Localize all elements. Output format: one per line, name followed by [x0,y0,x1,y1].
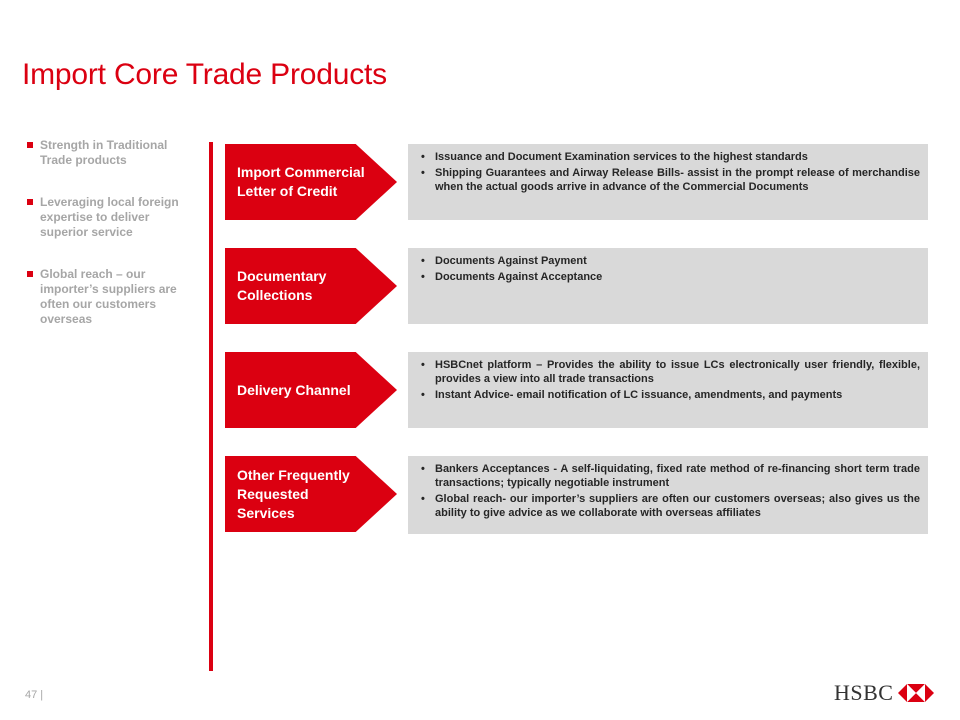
bullet-square-icon [27,271,33,277]
detail-text: Documents Against Acceptance [435,271,603,283]
summary-bullets [27,138,197,354]
bullet-dot-icon: • [421,151,425,163]
product-label: Other Frequently Requested Services [237,466,350,521]
detail-item [416,166,920,194]
bullet-dot-icon: • [421,167,425,179]
bullet-dot-icon: • [421,359,425,371]
bullet-dot-icon: • [421,463,425,475]
detail-item [416,254,920,268]
bullet-dot-icon: • [421,493,425,505]
detail-text: Issuance and Document Examination services to the highest standards [435,151,808,163]
product-label: Import Commercial Letter of Credit [237,164,365,199]
hexagon-logo-icon [898,684,934,702]
vertical-divider [209,142,213,671]
bullet-dot-icon: • [421,271,425,283]
page-title: Import Core Trade Products [22,58,387,91]
product-details [408,352,928,428]
product-details [408,248,928,324]
summary-bullet-text: Leveraging local foreign expertise to deliver superior service [40,195,179,239]
page-number: 47 | [25,689,44,701]
summary-bullet-text: Global reach – our importer’s suppliers are often our customers overseas [40,267,177,326]
detail-text: Global reach- our importer’s suppliers are often our customers overseas; also gives us the ability to give advice as we collaborate with overseas affiliates [435,493,920,519]
hsbc-logo [834,680,934,706]
detail-text: Shipping Guarantees and Airway Release Bills- assist in the prompt release of merchandise when the actual goods arrive in advance of the Commercial Documents [435,167,920,193]
detail-item [416,150,920,164]
detail-item [416,388,920,402]
detail-text: Documents Against Payment [435,255,587,267]
bullet-square-icon [27,142,33,148]
detail-text: Instant Advice- email notification of LC issuance, amendments, and payments [435,389,843,401]
bullet-dot-icon: • [421,255,425,267]
detail-text: Bankers Acceptances - A self-liquidating, fixed rate method of re-financing short term trade transactions; typically negotiable instrument [435,463,920,489]
product-label: Documentary Collections [237,268,327,303]
summary-bullet [27,195,197,240]
detail-item [416,270,920,284]
logo-text: HSBC [834,680,894,705]
detail-text: HSBCnet platform – Provides the ability to issue LCs electronically user friendly, flexible, provides a view into all trade transactions [435,359,920,385]
detail-item [416,358,920,386]
summary-bullet [27,138,197,168]
product-details [408,456,928,534]
summary-bullet-text: Strength in Traditional Trade products [40,138,168,167]
product-details [408,144,928,220]
detail-item [416,462,920,490]
bullet-square-icon [27,199,33,205]
summary-bullet [27,267,197,327]
bullet-dot-icon: • [421,389,425,401]
detail-item [416,492,920,520]
product-label: Delivery Channel [237,381,351,398]
